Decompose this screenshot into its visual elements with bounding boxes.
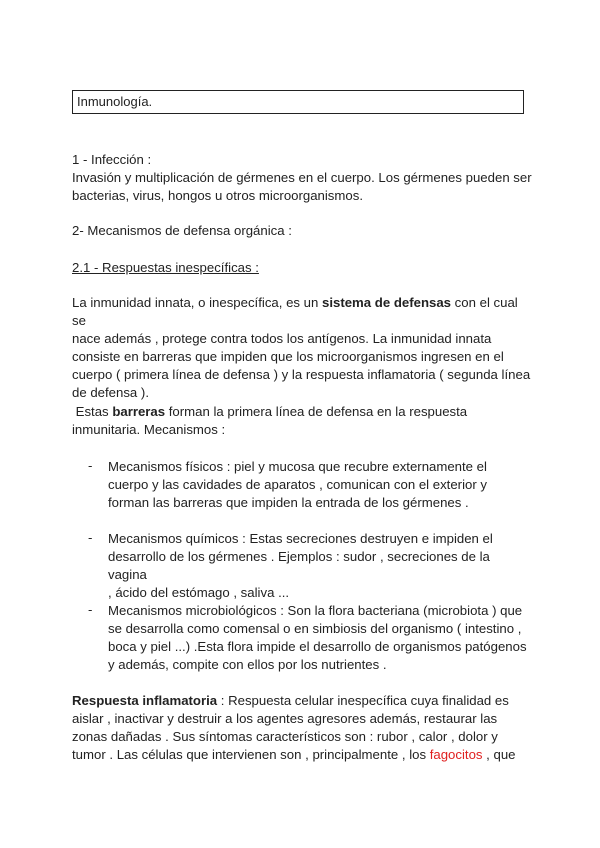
text-run: Estas [72, 404, 113, 419]
text-run: : Respuesta celular inespecífica cuya finalidad es [217, 693, 509, 708]
document-title: Inmunología. [77, 94, 153, 109]
list-item-physical [108, 458, 528, 512]
item-3-line-1: Mecanismos microbiológicos : Son la flora bacteriana (microbiota ) que [108, 603, 523, 618]
item-1-line-3: forman las barreras que impiden la entrada de los gérmenes . [108, 495, 469, 510]
item-1-line-1: Mecanismos físicos : piel y mucosa que recubre externamente el [108, 459, 487, 474]
text-run: con el cual se [72, 295, 518, 328]
bold-term-barreras: barreras [112, 404, 166, 419]
paragraph-3-line-1 [72, 692, 532, 710]
bullet-dash-1: - [88, 458, 93, 473]
text-run: , que [482, 747, 516, 762]
section-1-line-1: Invasión y multiplicación de gérmenes en el cuerpo. Los gérmenes pueden ser [72, 170, 532, 185]
list-item-microbiological [108, 602, 528, 674]
section-2-1-heading-text: 2.1 - Respuestas inespecíficas : [72, 260, 259, 275]
paragraph-1-line-4: cuerpo ( primera línea de defensa ) y la respuesta inflamatoria ( segunda línea [72, 367, 531, 382]
section-2-1-heading [72, 259, 532, 277]
paragraph-1-line-1 [72, 294, 532, 330]
paragraph-barriers [72, 403, 532, 439]
paragraph-2-line-1 [72, 403, 532, 421]
text-run: La inmunidad innata, o inespecífica, es un [72, 295, 322, 310]
item-3-line-4: y además, compite con ellos por los nutrientes . [108, 657, 387, 672]
item-2-line-1: Mecanismos químicos : Estas secreciones destruyen e impiden el [108, 531, 493, 546]
paragraph-inflammatory-response [72, 692, 532, 764]
paragraph-3-line-3: zonas dañadas . Sus síntomas característicos son : rubor , calor , dolor y [72, 729, 498, 744]
text-run: forman la primera línea de defensa en la respuesta [165, 404, 468, 419]
list-item-chemical [108, 530, 528, 602]
section-1 [72, 151, 532, 205]
bold-term-respuesta-inflamatoria: Respuesta inflamatoria [72, 693, 218, 708]
item-1-line-2: cuerpo y las cavidades de aparatos , comunican con el exterior y [108, 477, 487, 492]
paragraph-3-line-4 [72, 746, 532, 764]
paragraph-1-line-3: consiste en barreras que impiden que los microorganismos ingresen en el [72, 349, 504, 364]
item-3-line-2: se desarrolla como comensal o en simbiosis del organismo ( intestino , [108, 621, 522, 636]
section-1-line-2: bacterias, virus, hongos u otros microorganismos. [72, 188, 363, 203]
bold-term-sistema-de-defensas: sistema de defensas [322, 295, 452, 310]
text-run: tumor . Las células que intervienen son , principalmente , los [72, 747, 430, 762]
item-2-line-3: , ácido del estómago , saliva ... [108, 585, 290, 600]
title-box [72, 90, 524, 114]
highlighted-term-fagocitos: fagocitos [429, 747, 483, 762]
paragraph-3-line-2: aislar , inactivar y destruir a los agentes agresores además, restaurar las [72, 711, 498, 726]
paragraph-2-line-2: inmunitaria. Mecanismos : [72, 422, 226, 437]
item-3-line-3: boca y piel ...) .Esta flora impide el desarrollo de organismos patógenos [108, 639, 527, 654]
paragraph-innate-immunity [72, 294, 532, 402]
bullet-dash-3: - [88, 602, 93, 617]
section-2-heading: 2- Mecanismos de defensa orgánica : [72, 223, 292, 238]
section-1-heading: 1 - Infección : [72, 152, 152, 167]
paragraph-1-line-2: nace además , protege contra todos los antígenos. La inmunidad innata [72, 331, 492, 346]
bullet-dash-2: - [88, 530, 93, 545]
item-2-line-2: desarrollo de los gérmenes . Ejemplos : sudor , secreciones de la vagina [108, 549, 490, 582]
paragraph-1-line-5: de defensa ). [72, 385, 149, 400]
